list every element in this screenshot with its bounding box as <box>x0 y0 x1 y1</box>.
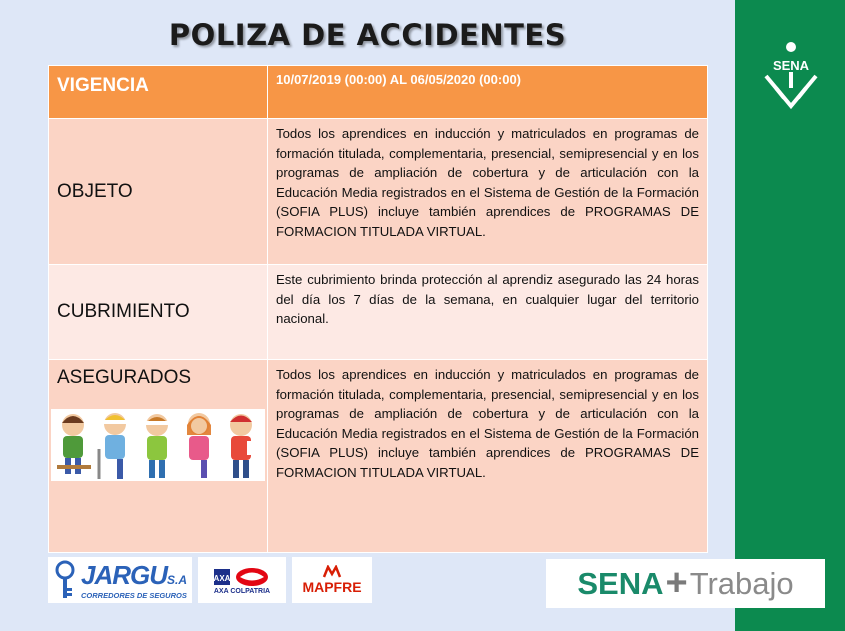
mapfre-name: MAPFRE <box>302 579 362 595</box>
table-row-objeto <box>49 119 708 265</box>
sena-trabajo-logo <box>546 559 825 608</box>
jargu-suffix: S.A <box>167 573 188 587</box>
table-row-vigencia <box>49 66 708 119</box>
axa-name: AXA COLPATRIA <box>213 587 271 595</box>
sena-logo <box>760 40 820 117</box>
vigencia-label: VIGENCIA <box>57 75 149 96</box>
sena-logo-icon <box>760 40 822 112</box>
axa-colpatria-logo <box>198 557 286 603</box>
injured-kids-icon <box>51 409 265 481</box>
mapfre-logo <box>292 557 372 603</box>
vigencia-value: 10/07/2019 (00:00) AL 06/05/2020 (00:00) <box>276 72 522 87</box>
cubrimiento-text: Este cubrimiento brinda protección al aprendiz asegurado las 24 horas del día los 7 días de la semana, en cualquier lugar del territorio nacional. <box>276 272 699 327</box>
axa-colpatria-icon <box>212 566 272 588</box>
svg-text:AXA: AXA <box>213 573 231 583</box>
sena-brand: SENA <box>577 565 664 601</box>
sena-trabajo-text: Trabajo <box>689 565 794 601</box>
table-row-asegurados <box>49 360 708 553</box>
key-icon <box>52 560 78 600</box>
jargu-logo <box>48 557 192 603</box>
svg-text:SENA: SENA <box>772 58 810 73</box>
jargu-sub: CORREDORES DE SEGUROS <box>81 591 187 600</box>
table-row-cubrimiento <box>49 265 708 360</box>
cubrimiento-label: CUBRIMIENTO <box>57 301 190 322</box>
injured-kids-illustration <box>51 409 265 481</box>
partner-logos <box>48 557 372 605</box>
objeto-label: OBJETO <box>57 180 133 202</box>
sena-plus: + <box>665 562 688 604</box>
jargu-name: JARGU <box>81 560 168 590</box>
page-title: POLIZA DE ACCIDENTES <box>168 18 567 52</box>
asegurados-text: Todos los aprendices en inducción y matriculados en programas de formación titulada, complementaria, presencial, semipresencial y en los programas de ampliación de cobertura y de articulación con la Educación Media registrados en el Sistema de Gestión de la Formación (SOFIA PLUS) incluye también aprendices de PROGRAMAS DE FORMACION TITULADA VIRTUAL. <box>276 367 699 480</box>
mapfre-icon <box>322 565 342 579</box>
asegurados-label: ASEGURADOS <box>57 367 192 388</box>
policy-table <box>48 65 708 553</box>
objeto-text: Todos los aprendices en inducción y matriculados en programas de formación titulada, complementaria, presencial, semipresencial y en los programas de ampliación de cobertura y de articulación con la Educación Media registrados en el Sistema de Gestión de la Formación (SOFIA PLUS) incluye también aprendices de PROGRAMAS DE FORMACION TITULADA VIRTUAL. <box>276 126 699 239</box>
